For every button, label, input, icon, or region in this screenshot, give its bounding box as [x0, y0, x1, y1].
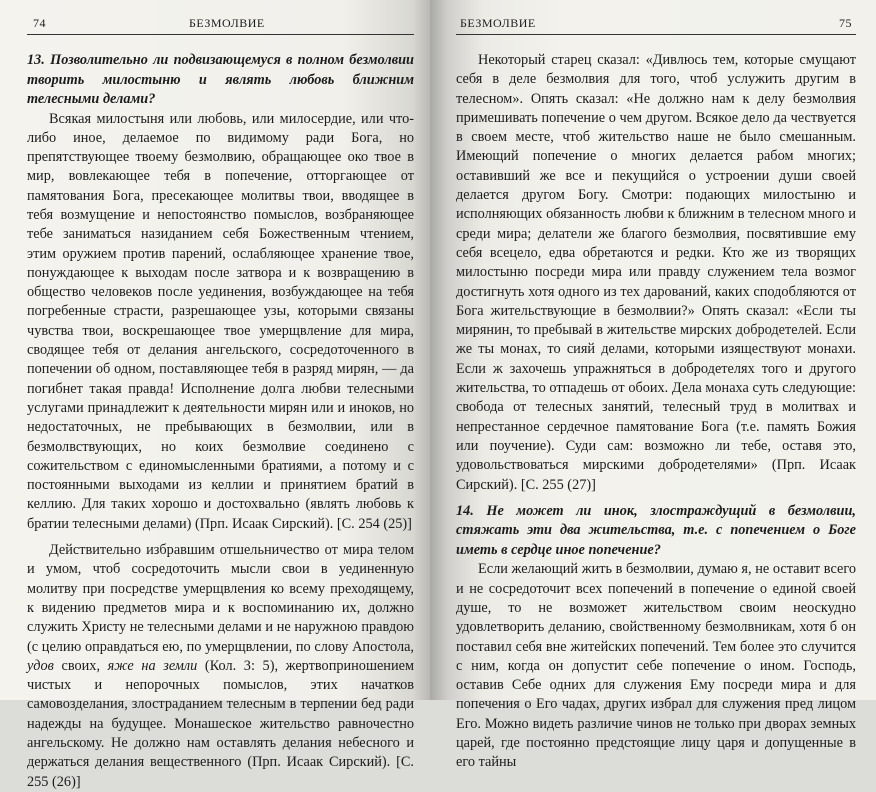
running-title: БЕЗМОЛВИЕ	[189, 16, 265, 30]
left-page-header	[27, 14, 414, 35]
left-page	[0, 0, 430, 790]
italic-quote: удов	[27, 657, 54, 674]
page-number: 75	[839, 16, 852, 30]
paragraph: Если желающий жить в безмолвии, думаю я, не оставит всего и не сосредоточит всех попечений в попечение о единой своей душе, то не возможет жительством своим неоскудно удовлетворить деланию, свойственному безмолвникам, хотя б он поставил себя вне житейских попечений. Тем более это случится с ним, когда он допустит себе попечение о ином. Господь, оставив Себе одних для служения Ему посреди мира и для попечения о Его чадах, других избрал для служения пред лицом Его. Можно видеть различие чинов не только при дворах земных царей, где постоянно предстоящие лицу царя и допущенные в его тайны	[456, 561, 856, 771]
italic-quote: яже на земли	[107, 657, 198, 674]
right-page-body	[456, 51, 856, 773]
running-title: БЕЗМОЛВИЕ	[460, 16, 536, 30]
paragraph: Действительно избравшим отшельничество от мира телом и умом, чтоб сосредоточить мысли свои в уединенную молитву при посредстве умерщвления ко всему преходящему, к видению предметов мира и к воспоминанию их, должно служить Христу не телесными делами и не наружною правдою (с целию оправдаться ею, по умерщвлении, по слову Апостола, удов своих, яже на земли (Кол. 3: 5), жертвоприношением чистых и непорочных помыслов, этих начатков самовозделания, злостраданием телесным в терпении бед ради надежды на будущее. Монашеское жительство равночестно ангельскому. Не должно нам оставлять делания небесного и держаться делания вещественного (Прп. Исаак Сирский). [С. 255 (26)]	[27, 542, 414, 790]
right-page	[430, 0, 876, 771]
paragraph: Некоторый старец сказал: «Дивлюсь тем, которые смущают себя в деле безмолвия для того, чтоб услужить другим в телесном». Опять сказал: «Не должно нам к делу безмолвия примешивать попечение о чем другом. Всякое дело да чествуется в своем месте, чтоб жительство наше не было смешанным. Имеющий попечение о многих делается рабом многих; оставивший же все и пекущийся о устроении души своей делается другом Богу. Смотри: подающих милостыню и исполняющих обязанность любви к ближним в телесном много и среди мира; делатели же благого безмолвия, посвятившие ему себя всецело, едва обретаются и редки. Кто же из творящих милостыню посреди мира или правду служением тела возмог достигнуть хотя одного из тех дарований, каких сподобляются от Бога жительствующие в безмолвии?» Опять сказал: «Если ты мирянин, то пребывай в жительстве мирских добродетелей. Если же ты монах, то сияй делами, которыми изяществуют монахи. Если ж захочешь упражняться в добродетелях того и другого жительства, то отпадешь от обоих. Дела монаха суть следующие: свобода от телесных занятий, телесный труд в молитвах и непрестанное сердечное памятование Бога (т.е. память Божия или поучение). Суди сам: возможно ли тебе, оставя это, удовольствоваться мирскими добродетелями» (Прп. Исаак Сирский). [С. 255 (27)]	[456, 52, 856, 493]
question-heading: 14. Не может ли инок, злостраждущий в безмолвии, стяжать эти два жительства, т.е. с попечением о Боге иметь в сердце иное попечение?	[456, 502, 856, 558]
question-heading: 13. Позволительно ли подвизающемуся в полном безмолвии творить милостыню и являть любовь ближним телесными делами?	[27, 52, 414, 107]
right-page-header	[456, 14, 856, 35]
paragraph: Всякая милостыня или любовь, или милосердие, или что-либо иное, делаемое по видимому ради Бога, но препятствующее твоему безмолвию, обращающее око твое в мир, вовлекающее тебя в попечение, отторгающее от памятования Бога, пресекающее молитвы твои, вводящее в тебя возмущение и непостоянство помыслов, возбраняющее тебе заниматься назиданием себя Божественным чтением, этим оружием против парений, ослабляющее хранение твое, понуждающее к выходам после затвора и к возвращению в общество человеков после уединения, возбуждающее на тебя погребенные страсти, разрешающее узы, которыми связаны чувства твои, воскрешающее твое умерщвление для мира, сводящее тебя от делания ангельского, сосредоточенного в попечении об одном, поставляющее тебя в разряд мирян, — да погибнет такая правда! Исполнение долга любви телесными услугами принадлежит к деятельности мирян или и иноков, но недостаточных, не пребывающих в безмолвии, или в безмолвствующих, но коих безмолвие соединено с сожительством с единомысленными братиями, а потому и с постоянными выходами из келлии и принятием братий в келлию. Для таких хорошо и достохвально (являть любовь к братии телесными делами) (Прп. Исаак Сирский). [С. 254 (25)]	[27, 110, 414, 532]
left-page-body	[27, 51, 414, 792]
page-number: 74	[33, 16, 46, 30]
